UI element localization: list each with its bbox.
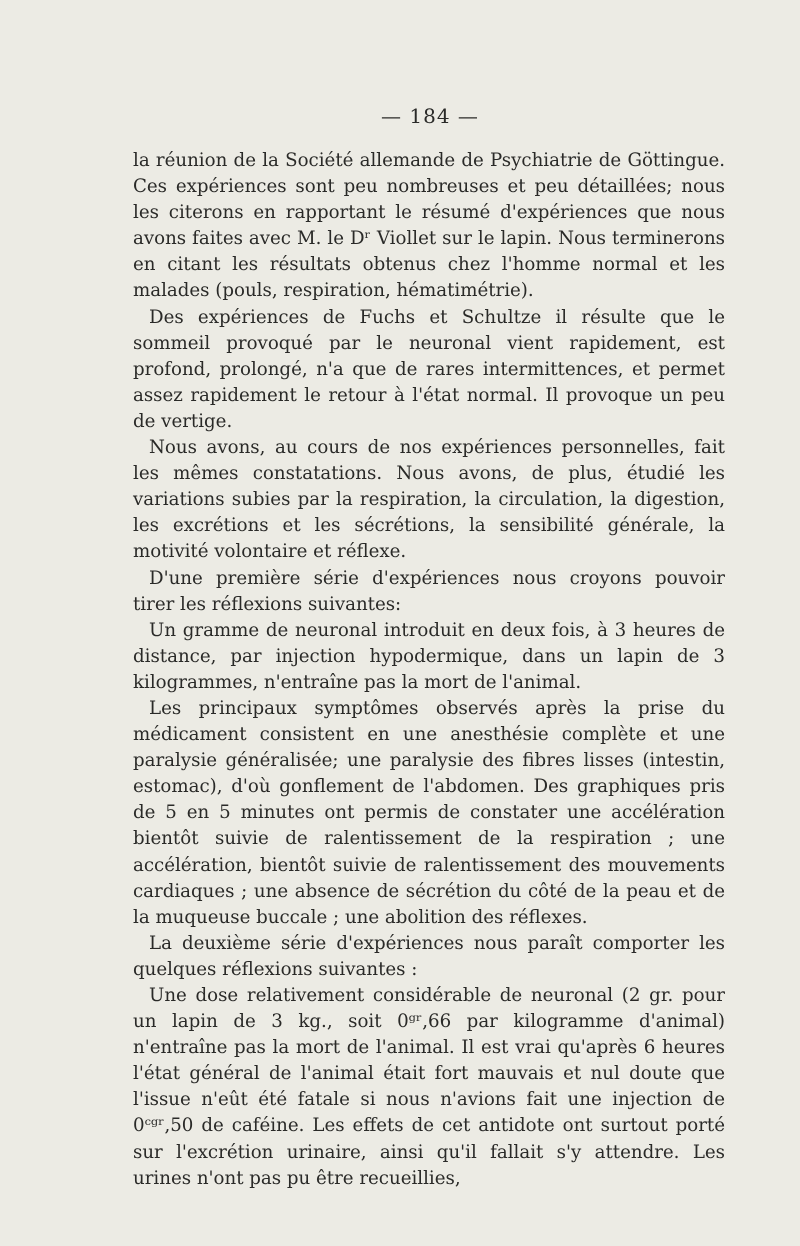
paragraph: Une dose relativement considérable de neuronal (2 gr. pour un lapin de 3 kg., soit 0ᵍʳ,66 par kilogramme d'animal) n'entraîne pas la mort de l'animal. Il est vrai qu'après 6 heures l'état général de l'animal était fort mauvais et nul doute que l'issue n'eût été fatale si nous n'avions fait une injection de 0ᶜᵍʳ,50 de caféine. Les effets de cet antidote ont surtout porté sur l'excrétion urinaire, ainsi qu'il fallait s'y attendre. Les urines n'ont pas pu être recueillies, bbox=[133, 985, 725, 1189]
paragraph: la réunion de la Société allemande de Psychiatrie de Göttingue. Ces expériences sont peu nombreuses et peu détaillées; nous les citerons en rapportant le résumé d'expériences que nous avons faites avec M. le Dʳ Viollet sur le lapin. Nous terminerons en citant les résultats obtenus chez l'homme normal et les malades (pouls, respiration, hématimétrie). bbox=[133, 150, 725, 302]
body-text bbox=[133, 148, 725, 1192]
paragraph: Les principaux symptômes observés après la prise du médicament consistent en une anesthésie complète et une paralysie généralisée; une paralysie des fibres lisses (intestin, estomac), d'où gonflement de l'abdomen. Des graphiques pris de 5 en 5 minutes ont permis de constater une accélération bientôt suivie de ralentissement de la respiration ; une accélération, bientôt suivie de ralentissement des mouvements cardiaques ; une absence de sécrétion du côté de la peau et de la muqueuse buccale ; une abolition des réflexes. bbox=[133, 697, 725, 928]
paragraph: Un gramme de neuronal introduit en deux fois, à 3 heures de distance, par injection hypodermique, dans un lapin de 3 kilogrammes, n'entraîne pas la mort de l'animal. bbox=[133, 619, 725, 693]
page-number: — 184 — bbox=[381, 104, 479, 128]
paragraph: Des expériences de Fuchs et Schultze il résulte que le sommeil provoqué par le neuronal vient rapidement, est profond, prolongé, n'a que de rares intermittences, et permet assez rapidement le retour à l'état normal. Il provoque un peu de vertige. bbox=[133, 306, 725, 432]
paragraph: Nous avons, au cours de nos expériences personnelles, fait les mêmes constatations. Nous avons, de plus, étudié les variations subies par la respiration, la circulation, la digestion, les excrétions et les sécrétions, la sensibilité générale, la motivité volontaire et réflexe. bbox=[133, 437, 725, 563]
paragraph: D'une première série d'expériences nous croyons pouvoir tirer les réflexions suivantes: bbox=[133, 567, 725, 615]
paragraph: La deuxième série d'expériences nous paraît comporter les quelques réflexions suivantes : bbox=[133, 932, 725, 980]
